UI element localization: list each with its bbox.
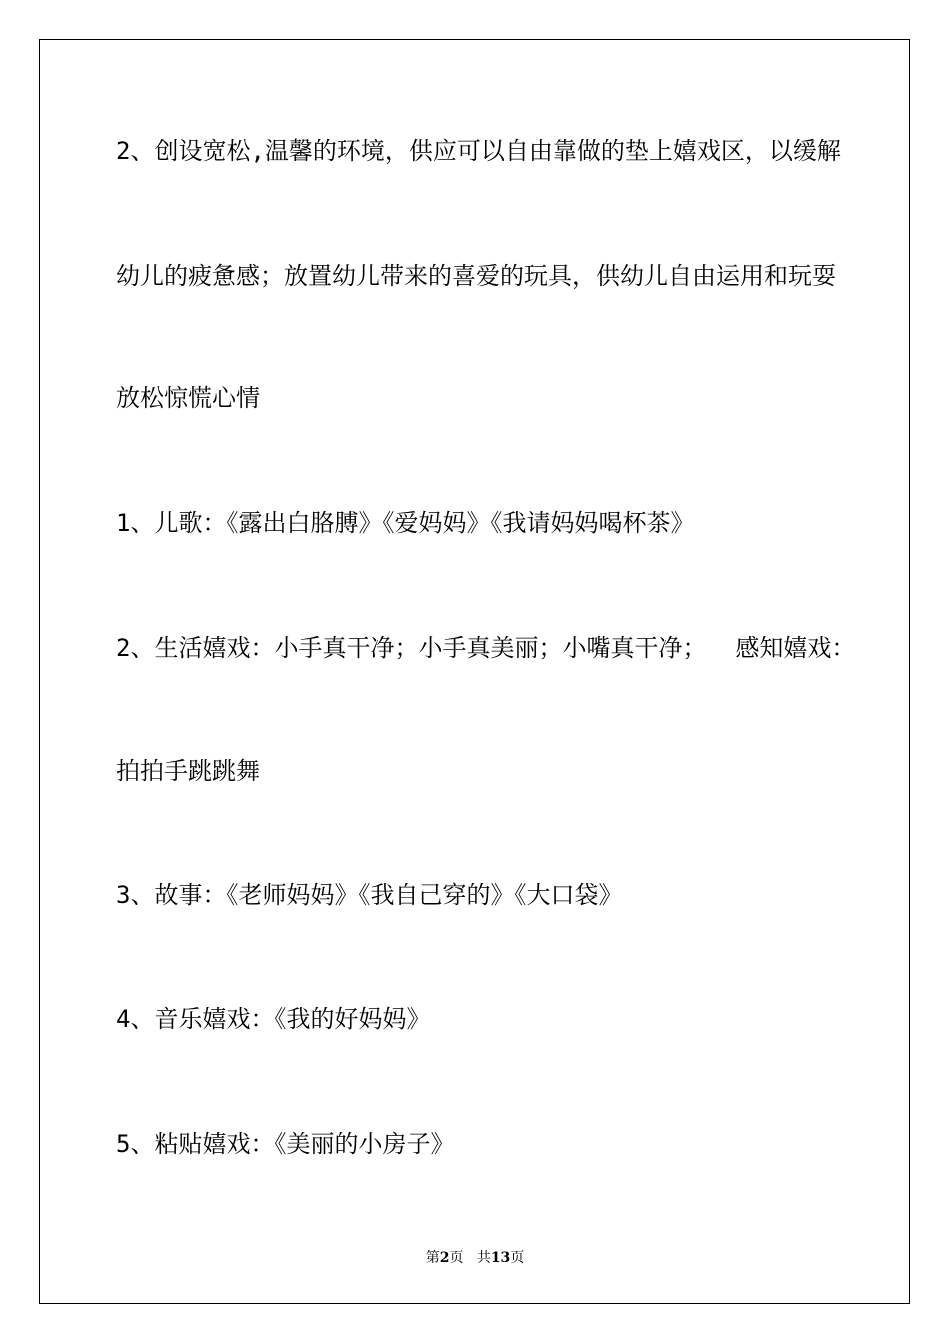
footer-page-prefix: 第 (425, 1250, 440, 1266)
footer-total-suffix: 页 (510, 1250, 525, 1266)
text-line-3: 放松惊慌心情 (116, 384, 260, 412)
page-footer (0, 1249, 950, 1267)
text-line-7: 3、故事：《老师妈妈》《我自己穿的》《大口袋》 (116, 881, 623, 909)
text-line-2: 幼儿的疲惫感；放置幼儿带来的喜爱的玩具，供幼儿自由运用和玩耍 (116, 262, 836, 290)
footer-total-pages: 13 (490, 1250, 511, 1266)
footer-page-number: 2 (439, 1250, 450, 1266)
footer-total-prefix: 共 (476, 1250, 491, 1266)
text-line-1: 2、创设宽松,温馨的环境，供应可以自由靠做的垫上嬉戏区，以缓解 (116, 137, 841, 165)
text-line-5: 2、生活嬉戏：小手真干净；小手真美丽；小嘴真干净； 感知嬉戏： (116, 634, 856, 662)
text-line-4: 1、儿歌：《露出白胳膊》《爱妈妈》《我请妈妈喝杯茶》 (116, 509, 695, 537)
text-line-9: 5、粘贴嬉戏：《美丽的小房子》 (116, 1130, 455, 1158)
text-line-6: 拍拍手跳跳舞 (116, 757, 260, 785)
text-line-8: 4、音乐嬉戏：《我的好妈妈》 (116, 1005, 431, 1033)
page-border (39, 39, 910, 1304)
footer-page-suffix: 页 (449, 1250, 464, 1266)
